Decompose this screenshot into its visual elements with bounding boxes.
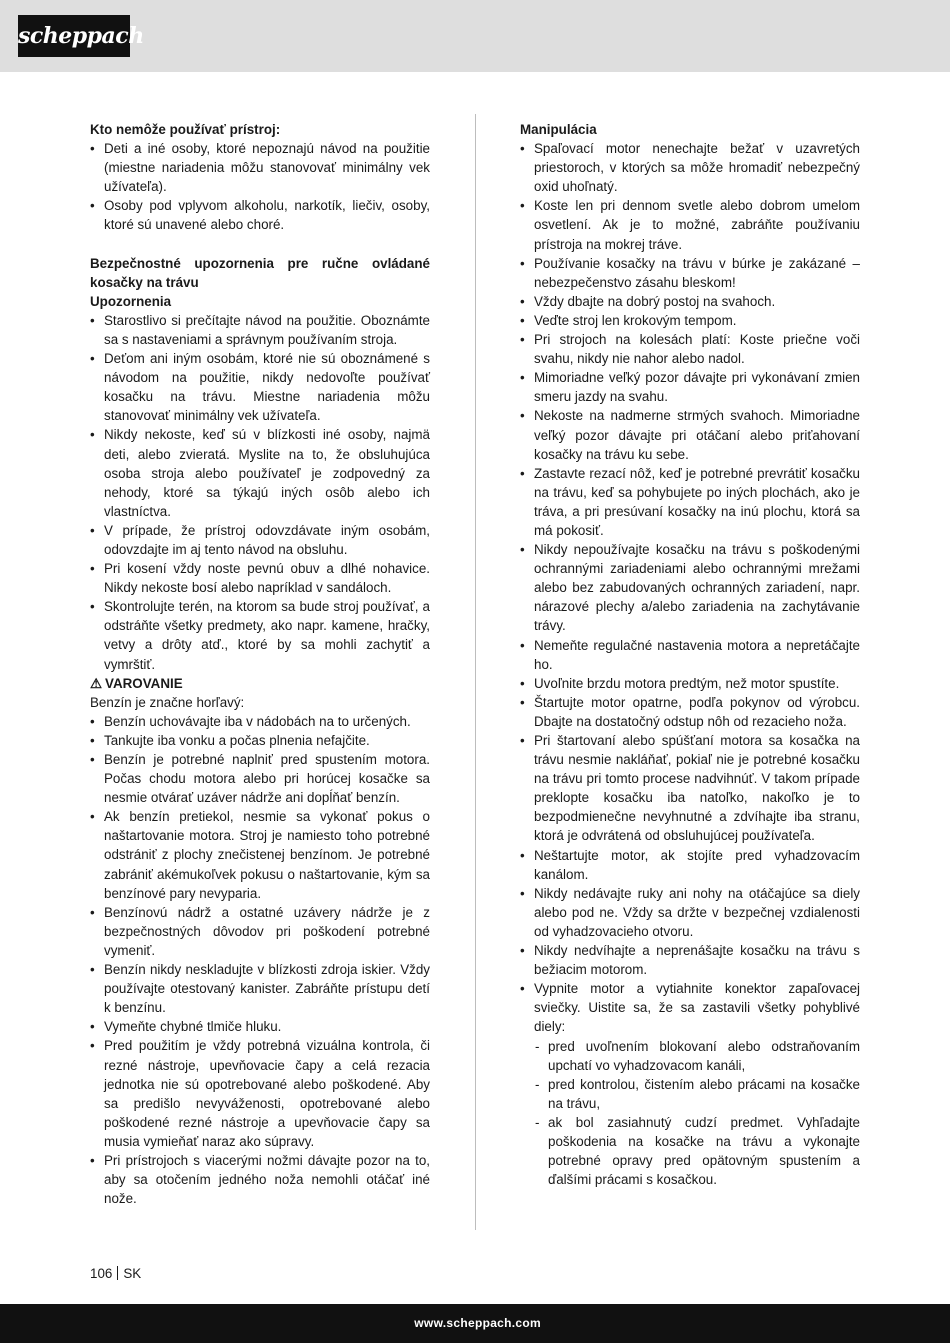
list-item: • Deti a iné osoby, ktoré nepoznajú návod na použitie (miestne nariadenia môžu stanovovať minimálny vek užívateľa). bbox=[90, 139, 430, 196]
list-item: • Deťom ani iným osobám, ktoré nie sú oboznámené s návodom na použitie, nikdy nedovoľte používať kosačku na trávu. Miestne nariadenia môžu stanovovať minimálny vek užívateľa. bbox=[90, 349, 430, 425]
list-item: • Používanie kosačky na trávu v búrke je zakázané – nebezpečenstvo zásahu bleskom! bbox=[520, 254, 860, 292]
list-item: • Nekoste na nadmerne strmých svahoch. Mimoriadne veľký pozor dávajte pri otáčaní alebo priťahovaní kosačky na trávu ku sebe. bbox=[520, 406, 860, 463]
list-item: • Tankujte iba vonku a počas plnenia nefajčite. bbox=[90, 731, 430, 750]
list-item: • Nikdy nepoužívajte kosačku na trávu s poškodenými ochrannými zariadeniami alebo ochrannými mrežami alebo bez zabudovaných ochranných zariadení, napr. nárazové plechy a/alebo zariadenia na zachytávanie trávy. bbox=[520, 540, 860, 635]
page-footer bbox=[0, 1304, 950, 1343]
list-item: • Vypnite motor a vytiahnite konektor zapaľovacej sviečky. Uistite sa, že sa zastavili všetky pohyblivé diely: bbox=[520, 979, 860, 1036]
list-item: • Koste len pri dennom svetle alebo dobrom umelom osvetlení. Ak je to možné, zabráňte používaniu prístroja na mokrej tráve. bbox=[520, 196, 860, 253]
list-item: • Vždy dbajte na dobrý postoj na svahoch. bbox=[520, 292, 860, 311]
sublist-item: - ak bol zasiahnutý cudzí predmet. Vyhľadajte poškodenia na kosačke na trávu a vykonajte potrebné opravy pred opätovným spustením a ďalšími prácami s kosačkou. bbox=[534, 1113, 860, 1189]
section-title-handling: Manipulácia bbox=[520, 122, 597, 137]
sublist-item: - pred kontrolou, čistením alebo prácami na kosačke na trávu, bbox=[534, 1075, 860, 1113]
list-item: • Benzín uchovávajte iba v nádobách na to určených. bbox=[90, 712, 430, 731]
list-item: • Benzínovú nádrž a ostatné uzávery nádrže je z bezpečnostných dôvodov pri poškodení potrebné vymeniť. bbox=[90, 903, 430, 960]
warning-heading bbox=[90, 674, 430, 693]
brand-logo: scheppach bbox=[18, 15, 130, 57]
list-item: • Uvoľnite brzdu motora predtým, než motor spustíte. bbox=[520, 674, 860, 693]
list-item: • Starostlivo si prečítajte návod na použitie. Oboznámte sa s nastaveniami a správnym používaním stroja. bbox=[90, 311, 430, 349]
list-item: • Vymeňte chybné tlmiče hluku. bbox=[90, 1017, 430, 1036]
section-title-safety-notes: Bezpečnostné upozornenia pre ručne ovládané kosačky na trávu bbox=[90, 255, 430, 290]
language-code: SK bbox=[123, 1266, 142, 1281]
list-item: • Nemeňte regulačné nastavenia motora a nepretáčajte ho. bbox=[520, 636, 860, 674]
list-item: • Nikdy nedávajte ruky ani nohy na otáčajúce sa diely alebo pod ne. Vždy sa držte v bezpečnej vzdialenosti od vyhadzovacieho otvoru. bbox=[520, 884, 860, 941]
page-number-label bbox=[90, 1266, 141, 1281]
list-item: • Pred použitím je vždy potrebná vizuálna kontrola, či rezné nástroje, upevňovacie čapy a celá rezacia jednotka nie sú opotrebované alebo poškodené. Aby sa predišlo nevyváženosti, opotrebované alebo poškodené rezné nástroje a upevňovacie čapy sa musia vymieňať naraz ako súpravy. bbox=[90, 1036, 430, 1151]
right-column bbox=[520, 120, 860, 1189]
column-divider bbox=[475, 114, 476, 1230]
sublist-item: - pred uvoľnením blokovaní alebo odstraňovaním upchatí vo vyhadzovacom kanáli, bbox=[534, 1037, 860, 1075]
warning-title: VAROVANIE bbox=[105, 675, 183, 691]
list-item: • Pri prístrojoch s viacerými nožmi dávajte pozor na to, aby sa otočením jedného noža nemohli otáčať iné nože. bbox=[90, 1151, 430, 1208]
left-column bbox=[90, 120, 430, 1208]
list-item: • Nikdy nekoste, keď sú v blízkosti iné osoby, najmä deti, alebo zvieratá. Myslite na to, že obsluhujúca osoba stroja alebo používateľ je zodpovedný za nehody, ktoré sa týkajú iných osôb alebo ich vlastníctva. bbox=[90, 425, 430, 520]
list-warnings bbox=[90, 311, 430, 674]
list-item: • Veďte stroj len krokovým tempom. bbox=[520, 311, 860, 330]
list-item: • Nikdy nedvíhajte a neprenášajte kosačku na trávu s bežiacim motorom. bbox=[520, 941, 860, 979]
list-handling bbox=[520, 139, 860, 1036]
warning-triangle-icon: ⚠ bbox=[90, 675, 103, 691]
list-item: • Štartujte motor opatrne, podľa pokynov od výrobcu. Dbajte na dostatočný odstup nôh od rezacieho noža. bbox=[520, 693, 860, 731]
list-item: • Mimoriadne veľký pozor dávajte pri vykonávaní zmien smeru jazdy na svahu. bbox=[520, 368, 860, 406]
warning-intro: Benzín je značne horľavý: bbox=[90, 694, 245, 710]
list-item: • Pri štartovaní alebo spúšťaní motora sa kosačka na trávu nesmie nakláňať, pokiaľ nie je potrebné kosačku na trávu pri tomto procese nadvihnúť. V takom prípade preklopte kosačku iba natoľko, nakoľko je to bezpodmienečne nevyhnutné a zdvíhajte iba stranu, ktorá je odvrátená od obsluhujúcej používateľa. bbox=[520, 731, 860, 846]
page-header bbox=[0, 0, 950, 72]
list-item: • Skontrolujte terén, na ktorom sa bude stroj používať, a odstráňte všetky predmety, ako napr. kamene, hračky, vetvy a drôty atď., ktoré by sa mohli zachytiť a vymrštiť. bbox=[90, 597, 430, 673]
sublist-stop-conditions bbox=[534, 1037, 860, 1190]
list-item: • Pri strojoch na kolesách platí: Koste priečne voči svahu, nikdy nie nahor alebo nadol. bbox=[520, 330, 860, 368]
list-item: • Osoby pod vplyvom alkoholu, narkotík, liečiv, osoby, ktoré sú unavené alebo choré. bbox=[90, 196, 430, 234]
website-url: www.scheppach.com bbox=[414, 1316, 541, 1330]
list-item: • Benzín nikdy neskladujte v blízkosti zdroja iskier. Vždy používajte otestovaný kanister. Zabráňte prístupu detí k benzínu. bbox=[90, 960, 430, 1017]
subsection-title-warnings: Upozornenia bbox=[90, 293, 172, 309]
list-item: • Ak benzín pretiekol, nesmie sa vykonať pokus o naštartovanie motora. Stroj je namiesto toho potrebné odstrániť z plochy znečistenej benzínom. Je potrebné zabrániť akémukoľvek pokusu o naštartovanie, kým sa benzínové pary nevyparia. bbox=[90, 807, 430, 902]
list-fuel-safety bbox=[90, 712, 430, 1208]
list-who-cannot-use bbox=[90, 139, 430, 234]
section-title-who-cannot-use: Kto nemôže používať prístroj: bbox=[90, 122, 281, 137]
list-item: • Zastavte rezací nôž, keď je potrebné prevrátiť kosačku na trávu, keď sa pohybujete po iných plochách, ako je tráva, a pri presúvaní kosačky na inú plochu, ktorá sa má pokosiť. bbox=[520, 464, 860, 540]
page-number: 106 bbox=[90, 1266, 113, 1281]
list-item: • Spaľovací motor nenechajte bežať v uzavretých priestoroch, v ktorých sa môže hromadiť nebezpečný oxid uhoľnatý. bbox=[520, 139, 860, 196]
list-item: • V prípade, že prístroj odovzdávate iným osobám, odovzdajte im aj tento návod na obsluhu. bbox=[90, 521, 430, 559]
list-item: • Benzín je potrebné naplniť pred spustením motora. Počas chodu motora alebo pri horúcej kosačke sa nesmie otvárať uzáver nádrže ani dopĺňať benzín. bbox=[90, 750, 430, 807]
list-item: • Pri kosení vždy noste pevnú obuv a dlhé nohavice. Nikdy nekoste bosí alebo napríklad v sandáloch. bbox=[90, 559, 430, 597]
list-item: • Neštartujte motor, ak stojíte pred vyhadzovacím kanálom. bbox=[520, 846, 860, 884]
